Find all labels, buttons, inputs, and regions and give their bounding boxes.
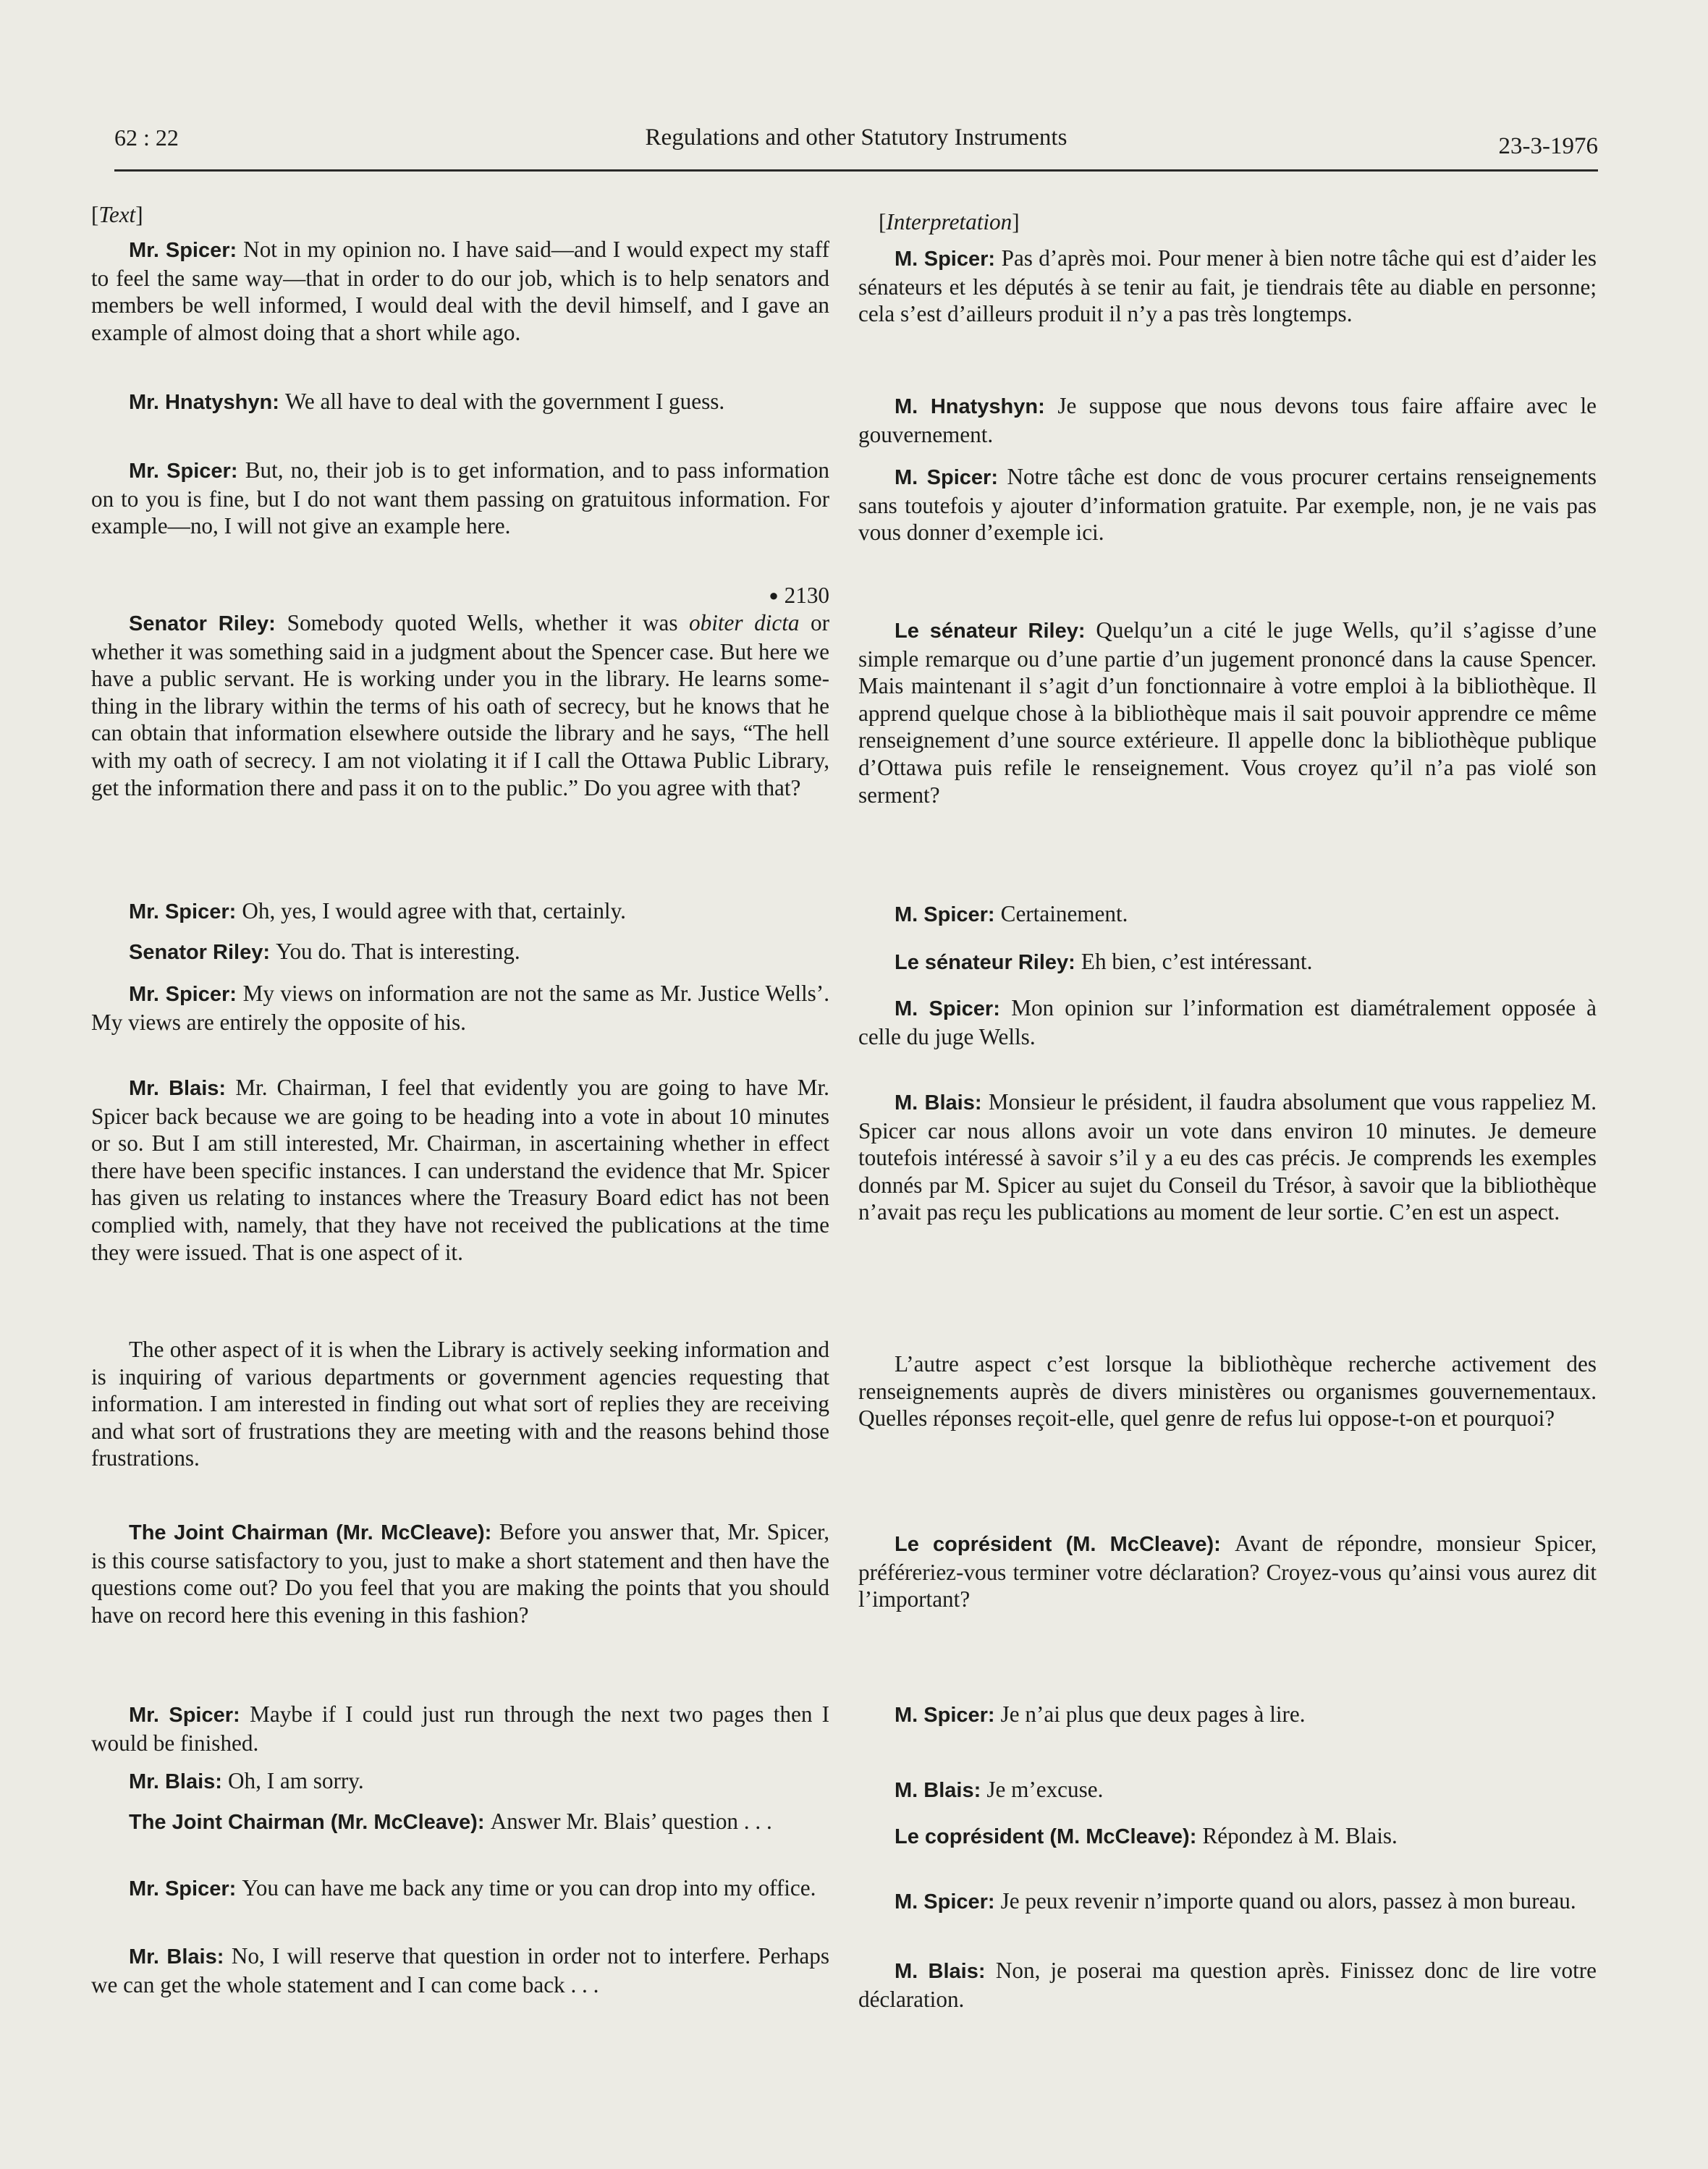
speaker-name: Senator Riley: xyxy=(129,612,276,635)
transcript-paragraph: Le sénateur Riley: Eh bien, c’est intéressant. xyxy=(895,949,1313,974)
transcript-paragraph: Mr. Spicer: My views on information are not the same as Mr. Justice Wells’. My views are entirely the opposite of his. xyxy=(91,981,829,1035)
text-label: [Text] xyxy=(91,202,143,227)
speaker-name: Mr. Hnatyshyn: xyxy=(129,391,279,414)
transcript-paragraph: Senator Riley: Somebody quoted Wells, whether it was obiter dicta or whether it was something said in a judgment about the Spencer case. But here we have a public servant. He is working under you in the library. He learns something in the library within the terms of his oath of secrecy, but he knows that he can obtain that information elsewhere outside the library and he says, “The hell with my oath of secrecy. I am not violating it if I call the Ottawa Public Library, get the information there and pass it on to the public.” Do you agree with that? xyxy=(91,610,829,800)
speaker-name: Le coprésident (M. McCleave): xyxy=(895,1533,1221,1556)
time-marker: ● 2130 xyxy=(769,583,829,608)
header-date: 23-3-1976 xyxy=(1498,133,1598,159)
speaker-name: Mr. Spicer: xyxy=(129,460,238,483)
speaker-name: M. Spicer: xyxy=(895,997,1000,1020)
transcript-paragraph: L’autre aspect c’est lorsque la bibliothèque recherche activement des renseignements auprès de divers ministères ou organismes gouvernementaux. Quelles réponses reçoit-elle, quel genre de refus lui oppose-t-on et pourquoi? xyxy=(858,1351,1597,1432)
speaker-name: M. Hnatyshyn: xyxy=(895,395,1045,418)
transcript-paragraph: M. Spicer: Pas d’après moi. Pour mener à bien notre tâche qui est d’aider les sénateurs et les députés à se tenir au fait, je tiendrais tête au diable en personne; cela s’est d’ailleurs produit il n’y a pas très longtemps. xyxy=(858,245,1597,327)
speaker-name: Senator Riley: xyxy=(129,941,270,964)
transcript-paragraph: M. Blais: Monsieur le président, il faudra absolument que vous rappeliez M. Spicer car nous allons avoir un vote dans environ 10 minutes. Je demeure toutefois intéressé à savoir s’il y a eu des cas précis. Je comprends les exemples donnés par M. Spicer au sujet du Conseil du Trésor, à savoir que la bibliothèque n’avait pas reçu les publications au moment de leur sortie. C’en est un aspect. xyxy=(858,1089,1597,1225)
speaker-name: M. Spicer: xyxy=(895,1704,995,1727)
interpretation-label: [Interpretation] xyxy=(879,209,1020,234)
transcript-paragraph: Senator Riley: You do. That is interesting. xyxy=(129,939,520,964)
speaker-name: Mr. Spicer: xyxy=(129,983,237,1006)
transcript-paragraph: Mr. Spicer: But, no, their job is to get information, and to pass information on to you is fine, but I do not want them passing on gratuitous information. For example—no, I will not give an example here. xyxy=(91,457,829,539)
transcript-paragraph: M. Blais: Non, je poserai ma question après. Finissez donc de lire votre déclaration. xyxy=(858,1958,1597,2012)
transcript-paragraph: Mr. Blais: No, I will reserve that question in order not to interfere. Perhaps we can get the whole statement and I can come back . . . xyxy=(91,1943,829,1997)
speaker-name: Le coprésident (M. McCleave): xyxy=(895,1825,1197,1848)
transcript-paragraph: Mr. Spicer: Maybe if I could just run through the next two pages then I would be finished. xyxy=(91,1701,829,1756)
transcript-paragraph: M. Spicer: Mon opinion sur l’information est diamétralement opposée à celle du juge Wells. xyxy=(858,995,1597,1049)
transcript-paragraph: Mr. Hnatyshyn: We all have to deal with the government I guess. xyxy=(129,389,725,414)
transcript-paragraph: M. Spicer: Notre tâche est donc de vous procurer certains renseignements sans toutefois y ajouter d’information gratuite. Par exemple, non, je ne vais pas vous donner d’exemple ici. xyxy=(858,464,1597,546)
speaker-name: M. Blais: xyxy=(895,1091,982,1115)
latin-phrase: obiter dicta xyxy=(689,610,800,635)
speaker-name: Le sénateur Riley: xyxy=(895,951,1075,974)
transcript-paragraph: The Joint Chairman (Mr. McCleave): Answer Mr. Blais’ question . . . xyxy=(129,1809,772,1834)
speaker-name: The Joint Chairman (Mr. McCleave): xyxy=(129,1521,492,1544)
transcript-paragraph: Mr. Blais: Oh, I am sorry. xyxy=(129,1768,364,1793)
speaker-name: Mr. Blais: xyxy=(129,1945,224,1969)
transcript-paragraph: M. Blais: Je m’excuse. xyxy=(895,1777,1104,1802)
speaker-name: Mr. Spicer: xyxy=(129,239,237,262)
transcript-paragraph: The other aspect of it is when the Library is actively seeking information and is inquiring of various departments or government agencies requesting that information. I am interested in finding out what sort of replies they are receiving and what sort of frustrations they are meeting with and the reasons behind those frustrations. xyxy=(91,1337,829,1471)
transcript-paragraph: Mr. Spicer: You can have me back any time or you can drop into my office. xyxy=(129,1875,816,1900)
transcript-paragraph: Mr. Blais: Mr. Chairman, I feel that evidently you are going to have Mr. Spicer back because we are going to be heading into a vote in about 10 minutes or so. But I am still interested, Mr. Chairman, in ascertaining whether in effect there have been specific instances. I can understand the evidence that Mr. Spicer has given us relating to instances where the Treasury Board edict has not been complied with, namely, that they have not received the publications at the time they were issued. That is one aspect of it. xyxy=(91,1075,829,1265)
speaker-name: M. Blais: xyxy=(895,1779,981,1802)
transcript-paragraph: Mr. Spicer: Oh, yes, I would agree with that, certainly. xyxy=(129,898,626,923)
transcript-paragraph: M. Spicer: Certainement. xyxy=(895,901,1128,926)
speaker-name: M. Spicer: xyxy=(895,466,998,489)
transcript-paragraph: M. Spicer: Je n’ai plus que deux pages à lire. xyxy=(895,1701,1306,1727)
transcript-paragraph: The Joint Chairman (Mr. McCleave): Before you answer that, Mr. Spicer, is this course satisfactory to you, just to make a short statement and then have the questions come out? Do you feel that you are making the points that you should have on record here this evening in this fashion? xyxy=(91,1519,829,1628)
speaker-name: Mr. Spicer: xyxy=(129,1877,237,1900)
speaker-name: Mr. Blais: xyxy=(129,1770,222,1793)
page-number: 62 : 22 xyxy=(114,124,179,151)
transcript-paragraph: Le coprésident (M. McCleave): Avant de répondre, monsieur Spicer, préféreriez-vous terminer votre déclaration? Croyez-vous qu’ainsi vous aurez dit l’important? xyxy=(858,1531,1597,1612)
bullet-icon: ● xyxy=(769,586,779,604)
speaker-name: Mr. Blais: xyxy=(129,1077,227,1100)
speaker-name: M. Blais: xyxy=(895,1960,986,1983)
transcript-paragraph: Mr. Spicer: Not in my opinion no. I have said—and I would expect my staff to feel the same way—that in order to do our job, which is to help senators and members be well informed, I would deal with the devil himself, and I gave an example of almost doing that a short while ago. xyxy=(91,237,830,345)
speaker-name: M. Spicer: xyxy=(895,248,996,271)
page-header xyxy=(114,123,1598,172)
transcript-paragraph: Le sénateur Riley: Quelqu’un a cité le juge Wells, qu’il s’agisse d’une simple remarque ou d’une partie d’un jugement prononcé dans la cause Spencer. Mais maintenant il s’agit d’un fonctionnaire à votre emploi à la bibliothèque. Il apprend quelque chose à la bibliothèque mais il sait pouvoir apprendre ce même renseignement d’une source extérieure. Il appelle donc la bibliothèque publique d’Ottawa puis refile le renseignement. Vous croyez qu’il n’a pas violé son serment? xyxy=(858,617,1597,808)
transcript-paragraph: M. Spicer: Je peux revenir n’importe quand ou alors, passez à mon bureau. xyxy=(895,1888,1576,1914)
speaker-name: M. Spicer: xyxy=(895,1890,995,1914)
speaker-name: The Joint Chairman (Mr. McCleave): xyxy=(129,1811,485,1834)
speaker-name: Le sénateur Riley: xyxy=(895,620,1086,643)
speaker-name: M. Spicer: xyxy=(895,903,995,926)
transcript-paragraph: Le coprésident (M. McCleave): Répondez à M. Blais. xyxy=(895,1823,1398,1848)
transcript-paragraph: M. Hnatyshyn: Je suppose que nous devons tous faire affaire avec le gouvernement. xyxy=(858,393,1597,447)
speaker-name: Mr. Spicer: xyxy=(129,900,237,923)
running-title: Regulations and other Statutory Instruments xyxy=(645,124,1068,151)
speaker-name: Mr. Spicer: xyxy=(129,1704,240,1727)
